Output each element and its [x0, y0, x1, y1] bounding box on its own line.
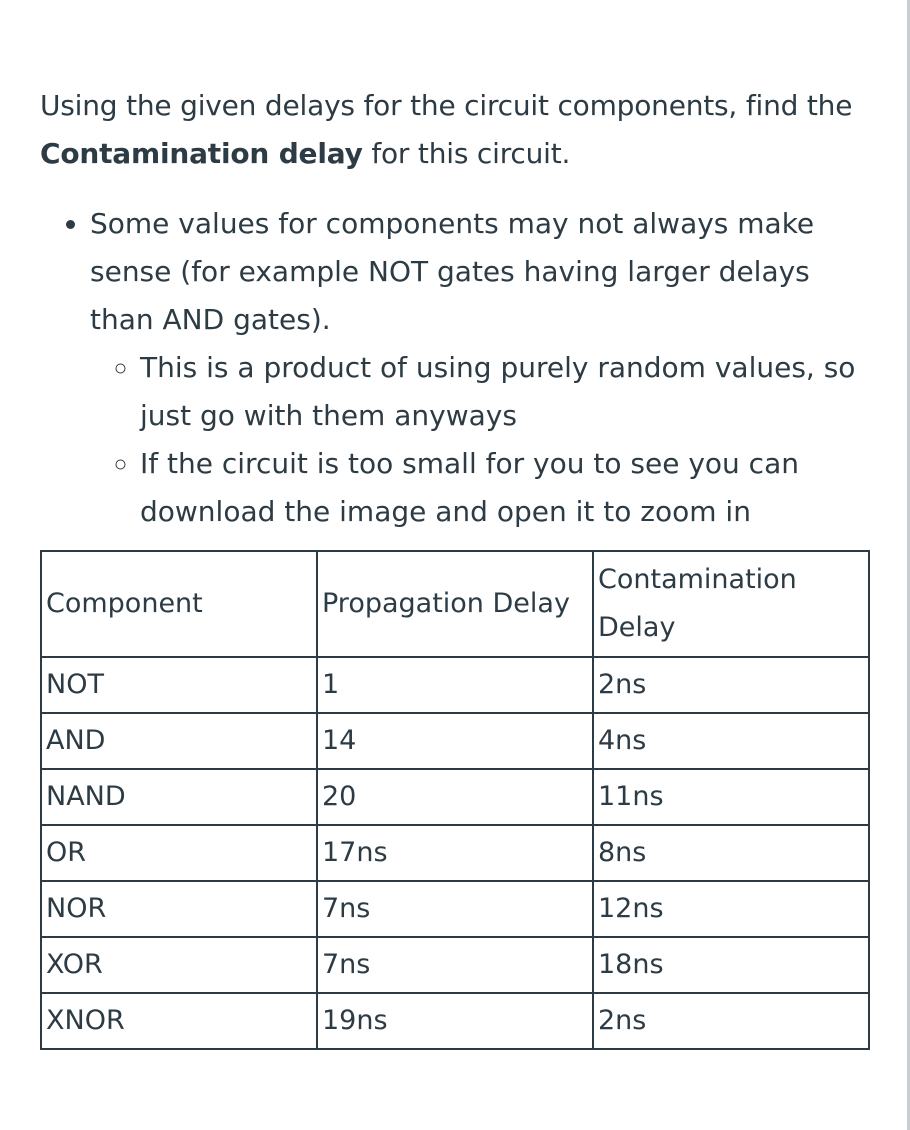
- cell-component: NOR: [41, 881, 317, 937]
- cell-propagation: 20: [317, 769, 593, 825]
- intro-text-start: Using the given delays for the circuit components, find the: [40, 89, 853, 122]
- cell-contamination: 4ns: [593, 713, 869, 769]
- table-row: [41, 657, 869, 713]
- header-component: Component: [41, 551, 317, 657]
- cell-propagation: 14: [317, 713, 593, 769]
- cell-propagation: 1: [317, 657, 593, 713]
- table-row: [41, 937, 869, 993]
- cell-component: AND: [41, 713, 317, 769]
- sub-note-list: [90, 344, 870, 536]
- sub-note-item: ◦ If the circuit is too small for you to see you can download the image and open it to zoom in: [140, 440, 870, 536]
- cell-propagation: 7ns: [317, 937, 593, 993]
- note-text: Some values for components may not always make sense (for example NOT gates having larger delays than AND gates).: [90, 207, 815, 336]
- table-row: [41, 881, 869, 937]
- cell-propagation: 17ns: [317, 825, 593, 881]
- cell-component: NOT: [41, 657, 317, 713]
- header-propagation-delay: Propagation Delay: [317, 551, 593, 657]
- cell-propagation: 7ns: [317, 881, 593, 937]
- table-header-row: [41, 551, 869, 657]
- cell-propagation: 19ns: [317, 993, 593, 1049]
- cell-contamination: 11ns: [593, 769, 869, 825]
- delay-table: [40, 550, 870, 1050]
- table-row: [41, 713, 869, 769]
- cell-component: XOR: [41, 937, 317, 993]
- intro-bold-term: Contamination delay: [40, 137, 363, 170]
- header-contamination-delay: Contamination Delay: [593, 551, 869, 657]
- cell-contamination: 8ns: [593, 825, 869, 881]
- intro-text-end: for this circuit.: [362, 137, 571, 170]
- cell-component: XNOR: [41, 993, 317, 1049]
- cell-contamination: 2ns: [593, 657, 869, 713]
- question-intro: [40, 82, 870, 178]
- sub-note-item: ◦ This is a product of using purely random values, so just go with them anyways: [140, 344, 870, 440]
- table-row: [41, 993, 869, 1049]
- cell-component: OR: [41, 825, 317, 881]
- cell-contamination: 18ns: [593, 937, 869, 993]
- cell-contamination: 2ns: [593, 993, 869, 1049]
- note-item: [90, 200, 870, 536]
- table-row: [41, 825, 869, 881]
- table-row: [41, 769, 869, 825]
- cell-contamination: 12ns: [593, 881, 869, 937]
- question-content: [40, 82, 870, 536]
- cell-component: NAND: [41, 769, 317, 825]
- note-list: [40, 200, 870, 536]
